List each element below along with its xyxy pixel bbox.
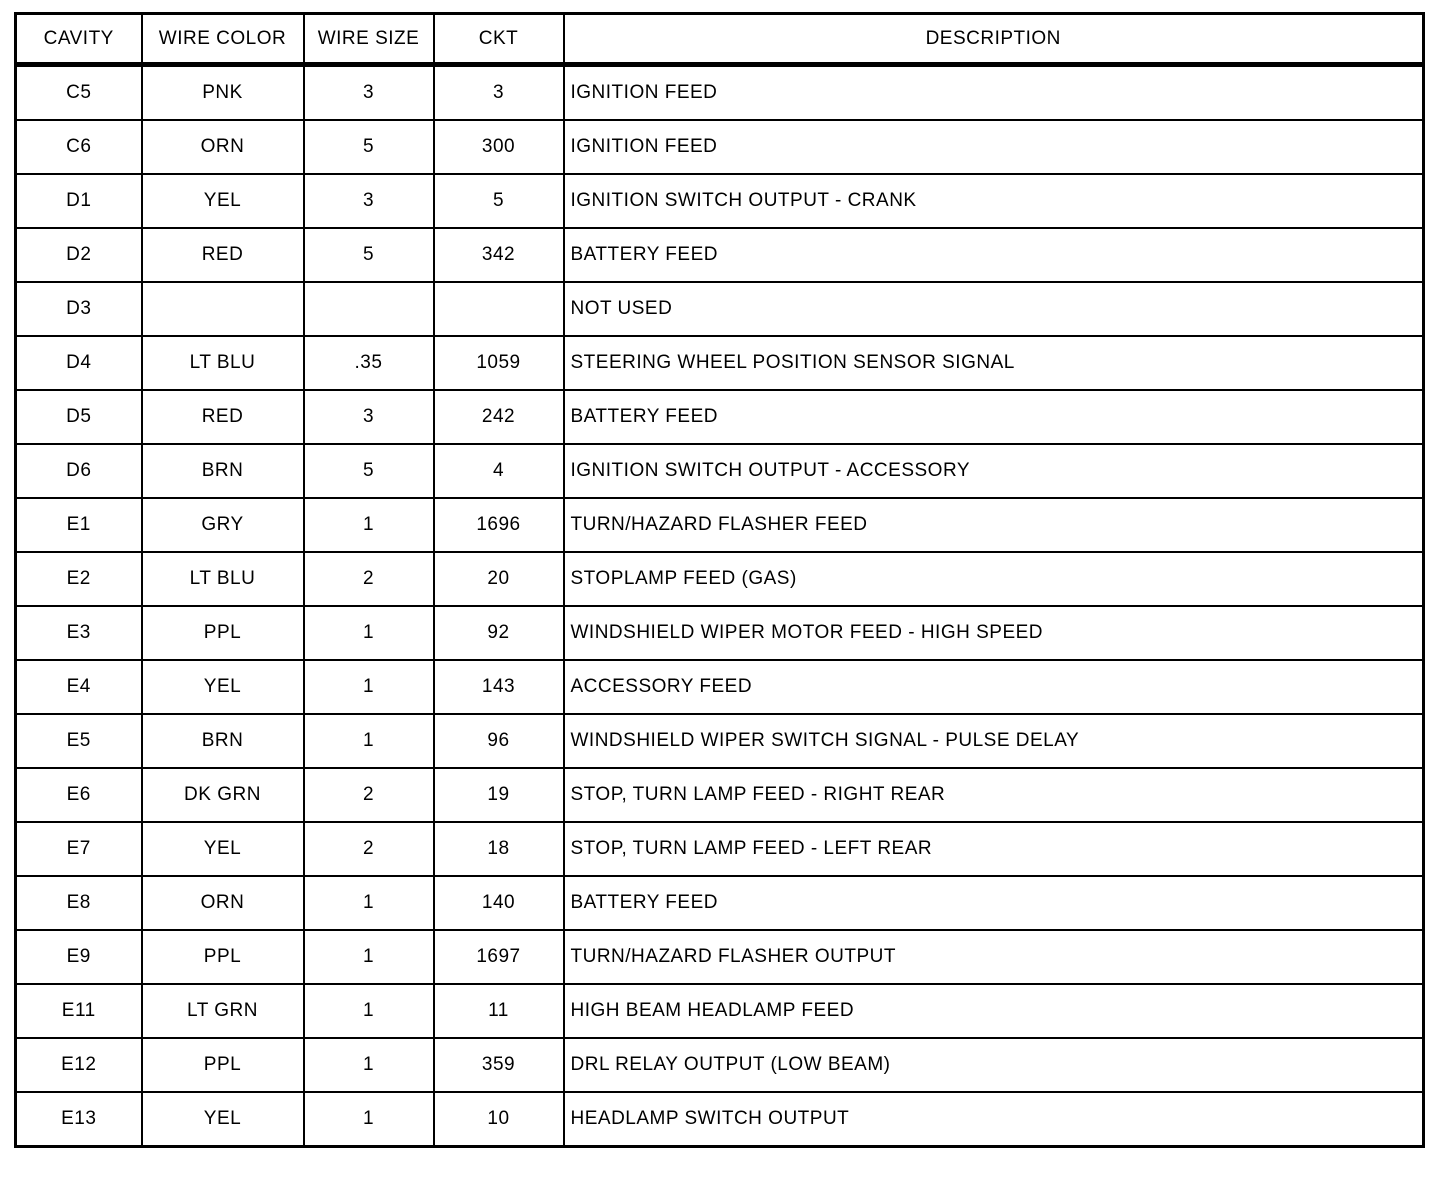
table-row: [16, 1092, 1424, 1147]
cell-wire-size: 1: [304, 606, 434, 660]
cell-wire-size: 1: [304, 1092, 434, 1147]
cell-cavity: E7: [16, 822, 142, 876]
cell-description: DRL RELAY OUTPUT (LOW BEAM): [564, 1038, 1424, 1092]
cell-cavity: C6: [16, 120, 142, 174]
cell-ckt: 92: [434, 606, 564, 660]
cell-wire-color: RED: [142, 228, 304, 282]
cell-wire-size: 1: [304, 660, 434, 714]
cell-description: TURN/HAZARD FLASHER OUTPUT: [564, 930, 1424, 984]
cell-wire-color: LT GRN: [142, 984, 304, 1038]
table-header: [16, 14, 1424, 65]
cell-cavity: D2: [16, 228, 142, 282]
cell-cavity: E2: [16, 552, 142, 606]
header-row: [16, 14, 1424, 65]
cell-wire-size: 2: [304, 822, 434, 876]
cell-wire-size: 2: [304, 552, 434, 606]
connector-pinout-table: [14, 12, 1425, 1148]
cell-wire-color: YEL: [142, 174, 304, 228]
cell-wire-color: YEL: [142, 1092, 304, 1147]
cell-wire-color: ORN: [142, 120, 304, 174]
cell-description: NOT USED: [564, 282, 1424, 336]
cell-ckt: [434, 282, 564, 336]
cell-wire-size: 3: [304, 174, 434, 228]
cell-description: HIGH BEAM HEADLAMP FEED: [564, 984, 1424, 1038]
table-row: [16, 822, 1424, 876]
cell-ckt: 143: [434, 660, 564, 714]
cell-wire-color: RED: [142, 390, 304, 444]
cell-wire-size: 1: [304, 876, 434, 930]
header-ckt: CKT: [434, 14, 564, 65]
cell-ckt: 300: [434, 120, 564, 174]
cell-wire-color: PPL: [142, 606, 304, 660]
cell-ckt: 140: [434, 876, 564, 930]
cell-wire-size: [304, 282, 434, 336]
cell-wire-color: PNK: [142, 65, 304, 121]
table-row: [16, 444, 1424, 498]
cell-wire-color: YEL: [142, 822, 304, 876]
header-description: DESCRIPTION: [564, 14, 1424, 65]
cell-wire-size: 5: [304, 228, 434, 282]
cell-description: BATTERY FEED: [564, 390, 1424, 444]
cell-description: IGNITION FEED: [564, 120, 1424, 174]
cell-wire-size: 1: [304, 714, 434, 768]
cell-wire-size: 3: [304, 65, 434, 121]
cell-cavity: E11: [16, 984, 142, 1038]
cell-wire-color: PPL: [142, 930, 304, 984]
cell-cavity: D5: [16, 390, 142, 444]
cell-cavity: D4: [16, 336, 142, 390]
cell-description: IGNITION SWITCH OUTPUT - CRANK: [564, 174, 1424, 228]
table-row: [16, 336, 1424, 390]
cell-ckt: 11: [434, 984, 564, 1038]
cell-wire-color: BRN: [142, 714, 304, 768]
cell-description: TURN/HAZARD FLASHER FEED: [564, 498, 1424, 552]
table-row: [16, 390, 1424, 444]
cell-wire-color: PPL: [142, 1038, 304, 1092]
cell-wire-color: GRY: [142, 498, 304, 552]
cell-description: WINDSHIELD WIPER SWITCH SIGNAL - PULSE DELAY: [564, 714, 1424, 768]
table-row: [16, 174, 1424, 228]
cell-description: IGNITION SWITCH OUTPUT - ACCESSORY: [564, 444, 1424, 498]
table-row: [16, 120, 1424, 174]
cell-description: ACCESSORY FEED: [564, 660, 1424, 714]
table-row: [16, 65, 1424, 121]
cell-ckt: 19: [434, 768, 564, 822]
table-row: [16, 660, 1424, 714]
cell-wire-size: 1: [304, 930, 434, 984]
cell-description: HEADLAMP SWITCH OUTPUT: [564, 1092, 1424, 1147]
cell-cavity: E12: [16, 1038, 142, 1092]
table-row: [16, 1038, 1424, 1092]
cell-wire-size: 1: [304, 1038, 434, 1092]
cell-ckt: 1697: [434, 930, 564, 984]
cell-cavity: D1: [16, 174, 142, 228]
cell-wire-size: 5: [304, 444, 434, 498]
cell-ckt: 96: [434, 714, 564, 768]
cell-cavity: E9: [16, 930, 142, 984]
cell-cavity: E8: [16, 876, 142, 930]
cell-ckt: 4: [434, 444, 564, 498]
cell-cavity: E4: [16, 660, 142, 714]
cell-cavity: C5: [16, 65, 142, 121]
table-row: [16, 768, 1424, 822]
cell-ckt: 242: [434, 390, 564, 444]
table-row: [16, 876, 1424, 930]
cell-description: STOP, TURN LAMP FEED - LEFT REAR: [564, 822, 1424, 876]
cell-description: STOPLAMP FEED (GAS): [564, 552, 1424, 606]
cell-ckt: 342: [434, 228, 564, 282]
cell-wire-color: DK GRN: [142, 768, 304, 822]
cell-description: IGNITION FEED: [564, 65, 1424, 121]
cell-cavity: E3: [16, 606, 142, 660]
cell-description: BATTERY FEED: [564, 228, 1424, 282]
cell-cavity: E6: [16, 768, 142, 822]
cell-description: STEERING WHEEL POSITION SENSOR SIGNAL: [564, 336, 1424, 390]
cell-ckt: 1696: [434, 498, 564, 552]
table-row: [16, 714, 1424, 768]
connector-pinout-sheet: [14, 12, 1422, 1148]
cell-cavity: E13: [16, 1092, 142, 1147]
cell-cavity: D6: [16, 444, 142, 498]
table-body: [16, 65, 1424, 1147]
cell-wire-color: ORN: [142, 876, 304, 930]
cell-wire-color: [142, 282, 304, 336]
cell-description: STOP, TURN LAMP FEED - RIGHT REAR: [564, 768, 1424, 822]
header-wire-color: WIRE COLOR: [142, 14, 304, 65]
table-row: [16, 930, 1424, 984]
cell-cavity: D3: [16, 282, 142, 336]
cell-ckt: 1059: [434, 336, 564, 390]
cell-wire-size: 3: [304, 390, 434, 444]
cell-ckt: 10: [434, 1092, 564, 1147]
table-row: [16, 606, 1424, 660]
cell-ckt: 3: [434, 65, 564, 121]
cell-wire-size: 1: [304, 498, 434, 552]
cell-ckt: 20: [434, 552, 564, 606]
cell-description: WINDSHIELD WIPER MOTOR FEED - HIGH SPEED: [564, 606, 1424, 660]
table-row: [16, 984, 1424, 1038]
cell-wire-size: 5: [304, 120, 434, 174]
cell-wire-size: .35: [304, 336, 434, 390]
cell-wire-color: YEL: [142, 660, 304, 714]
table-row: [16, 498, 1424, 552]
cell-cavity: E5: [16, 714, 142, 768]
cell-description: BATTERY FEED: [564, 876, 1424, 930]
cell-wire-color: BRN: [142, 444, 304, 498]
cell-wire-size: 1: [304, 984, 434, 1038]
cell-ckt: 5: [434, 174, 564, 228]
header-cavity: CAVITY: [16, 14, 142, 65]
cell-cavity: E1: [16, 498, 142, 552]
cell-wire-size: 2: [304, 768, 434, 822]
cell-wire-color: LT BLU: [142, 552, 304, 606]
cell-ckt: 359: [434, 1038, 564, 1092]
header-wire-size: WIRE SIZE: [304, 14, 434, 65]
table-row: [16, 552, 1424, 606]
cell-wire-color: LT BLU: [142, 336, 304, 390]
table-row: [16, 282, 1424, 336]
table-row: [16, 228, 1424, 282]
cell-ckt: 18: [434, 822, 564, 876]
